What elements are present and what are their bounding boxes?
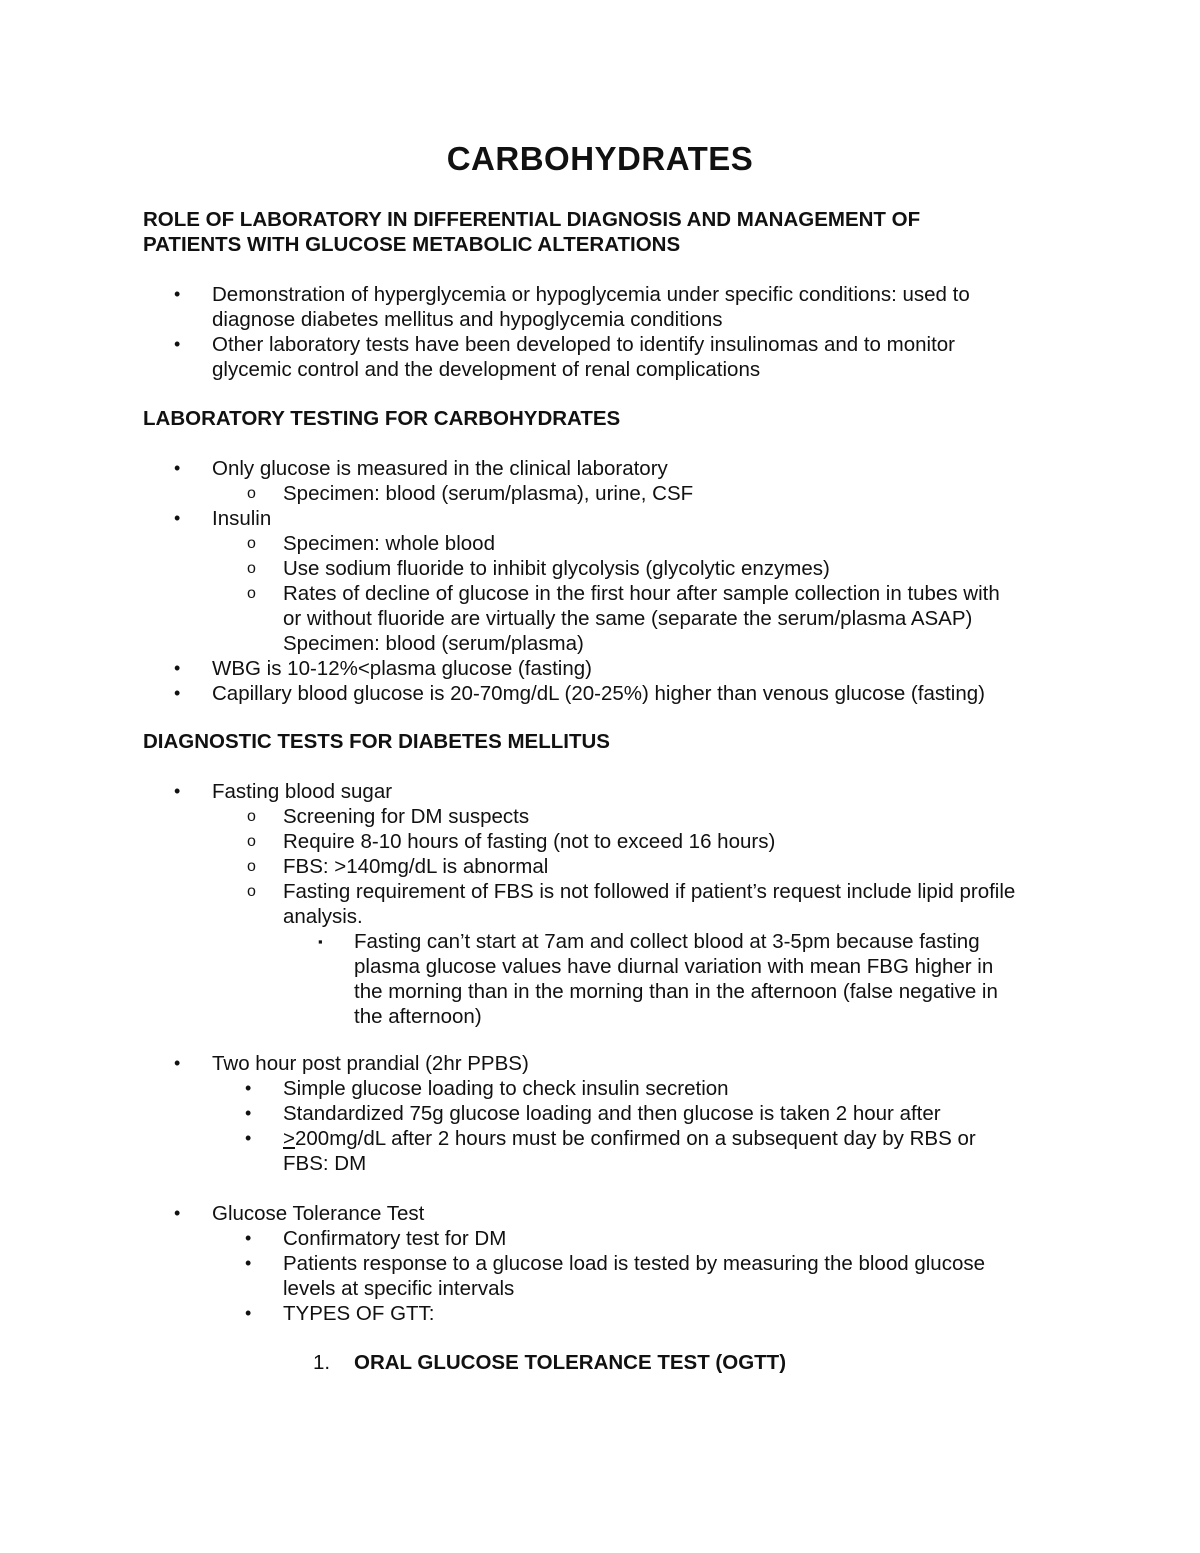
bullet-marker: •	[245, 1228, 252, 1248]
circle-marker: o	[247, 585, 256, 602]
list-item-continuation: diagnose diabetes mellitus and hypoglycemia conditions	[212, 308, 723, 331]
list-number: 1.	[313, 1351, 331, 1374]
sub-list-item	[283, 1126, 976, 1151]
sub-list-item-continuation: levels at specific intervals	[283, 1277, 515, 1300]
sub-list-item: Patients response to a glucose load is tested by measuring the blood glucose	[283, 1252, 985, 1275]
circle-marker: o	[247, 485, 256, 502]
circle-marker: o	[247, 833, 256, 850]
sub-list-item: Screening for DM suspects	[283, 805, 530, 828]
sub-list-item: Standardized 75g glucose loading and then glucose is taken 2 hour after	[283, 1102, 941, 1125]
list-item-continuation: glycemic control and the development of renal complications	[212, 358, 761, 381]
sub-list-item: Require 8-10 hours of fasting (not to exceed 16 hours)	[283, 830, 776, 853]
note-line: plasma glucose values have diurnal variation with mean FBG higher in	[354, 955, 994, 978]
list-item: Two hour post prandial (2hr PPBS)	[212, 1052, 529, 1075]
bullet-marker: •	[245, 1103, 252, 1123]
sub-list-item-continuation: Specimen: blood (serum/plasma)	[283, 632, 584, 655]
list-item: Only glucose is measured in the clinical laboratory	[212, 457, 668, 480]
bullet-marker: •	[174, 1053, 181, 1073]
sub-list-item: Use sodium fluoride to inhibit glycolysis (glycolytic enzymes)	[283, 557, 830, 580]
bullet-marker: •	[174, 508, 181, 528]
greater-equal-symbol: >	[283, 1127, 295, 1150]
list-item: Capillary blood glucose is 20-70mg/dL (20-25%) higher than venous glucose (fasting)	[212, 682, 985, 705]
bullet-marker: •	[245, 1078, 252, 1098]
bullet-marker: •	[174, 458, 181, 478]
bullet-marker: •	[174, 781, 181, 801]
bullet-marker: •	[245, 1128, 252, 1148]
circle-marker: o	[247, 883, 256, 900]
bullet-marker: •	[174, 658, 181, 678]
page-title: CARBOHYDRATES	[446, 140, 754, 177]
list-item: Insulin	[212, 507, 272, 530]
sub-list-item-continuation: or without fluoride are virtually the same (separate the serum/plasma ASAP)	[283, 607, 973, 630]
list-item: Other laboratory tests have been developed to identify insulinomas and to monitor	[212, 333, 955, 356]
bullet-marker: •	[174, 683, 181, 703]
sub-list-item: Confirmatory test for DM	[283, 1227, 507, 1250]
section-heading-role-line1: ROLE OF LABORATORY IN DIFFERENTIAL DIAGNOSIS AND MANAGEMENT OF	[143, 208, 921, 231]
sub-list-item-continuation: FBS: DM	[283, 1152, 367, 1175]
list-item: Fasting blood sugar	[212, 780, 393, 803]
numbered-heading-ogtt: ORAL GLUCOSE TOLERANCE TEST (OGTT)	[354, 1351, 787, 1374]
bullet-marker: •	[174, 334, 181, 354]
list-item: Demonstration of hyperglycemia or hypoglycemia under specific conditions: used to	[212, 283, 970, 306]
note-line: the afternoon)	[354, 1005, 482, 1028]
circle-marker: o	[247, 858, 256, 875]
sub-list-item-continuation: analysis.	[283, 905, 363, 928]
sub-list-item: Specimen: blood (serum/plasma), urine, CSF	[283, 482, 694, 505]
circle-marker: o	[247, 808, 256, 825]
sub-list-item: Rates of decline of glucose in the first hour after sample collection in tubes with	[283, 582, 1000, 605]
sub-list-item: TYPES OF GTT:	[283, 1302, 435, 1325]
bullet-marker: •	[174, 284, 181, 304]
sub-list-item: Fasting requirement of FBS is not followed if patient’s request include lipid profile	[283, 880, 1016, 903]
square-marker: ▪	[318, 934, 323, 949]
sub-list-item-text: 200mg/dL after 2 hours must be confirmed on a subsequent day by RBS or	[294, 1127, 976, 1150]
circle-marker: o	[247, 560, 256, 577]
bullet-marker: •	[245, 1253, 252, 1273]
bullet-marker: •	[245, 1303, 252, 1323]
circle-marker: o	[247, 535, 256, 552]
note-line: the morning than in the morning than in the afternoon (false negative in	[354, 980, 998, 1003]
section-heading-diagnostic-tests: DIAGNOSTIC TESTS FOR DIABETES MELLITUS	[143, 730, 610, 753]
note-line: Fasting can’t start at 7am and collect blood at 3-5pm because fasting	[354, 930, 980, 953]
section-heading-lab-testing: LABORATORY TESTING FOR CARBOHYDRATES	[143, 407, 621, 430]
section-heading-role-line2: PATIENTS WITH GLUCOSE METABOLIC ALTERATIONS	[143, 233, 681, 256]
sub-list-item: Specimen: whole blood	[283, 532, 495, 555]
list-item: Glucose Tolerance Test	[212, 1202, 425, 1225]
bullet-marker: •	[174, 1203, 181, 1223]
sub-list-item: FBS: >140mg/dL is abnormal	[283, 855, 549, 878]
sub-list-item: Simple glucose loading to check insulin secretion	[283, 1077, 729, 1100]
list-item: WBG is 10-12%<plasma glucose (fasting)	[212, 657, 592, 680]
